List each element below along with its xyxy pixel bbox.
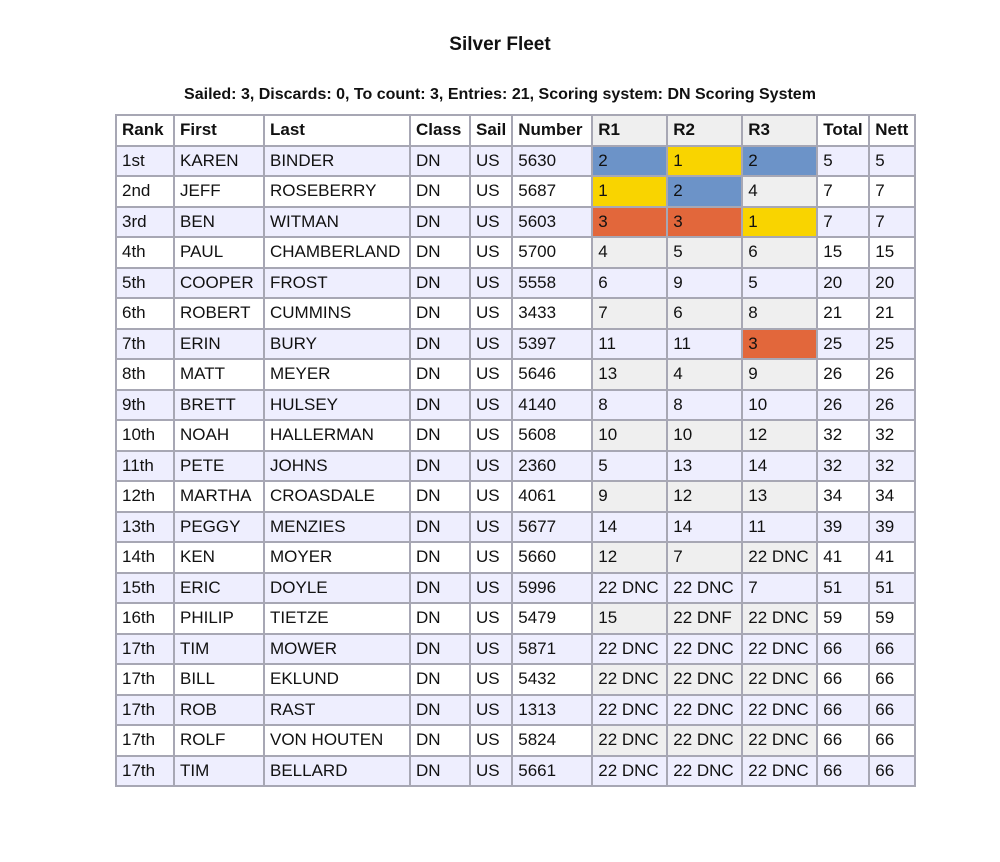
cell-last: BURY: [264, 329, 410, 360]
cell-r1: 14: [592, 512, 667, 543]
cell-class: DN: [410, 756, 470, 787]
cell-r3: 14: [742, 451, 817, 482]
cell-first: ROB: [174, 695, 264, 726]
cell-nett: 32: [869, 420, 915, 451]
cell-sail: US: [470, 237, 512, 268]
cell-class: DN: [410, 176, 470, 207]
cell-class: DN: [410, 664, 470, 695]
cell-r1: 10: [592, 420, 667, 451]
cell-last: HALLERMAN: [264, 420, 410, 451]
cell-r2: 2: [667, 176, 742, 207]
cell-class: DN: [410, 481, 470, 512]
cell-number: 4140: [512, 390, 592, 421]
cell-r2: 22 DNC: [667, 634, 742, 665]
cell-rank: 5th: [116, 268, 174, 299]
cell-first: PEGGY: [174, 512, 264, 543]
cell-r3: 2: [742, 146, 817, 177]
cell-sail: US: [470, 542, 512, 573]
table-row: [116, 756, 915, 787]
cell-nett: 5: [869, 146, 915, 177]
cell-total: 41: [817, 542, 869, 573]
cell-total: 20: [817, 268, 869, 299]
cell-r1: 3: [592, 207, 667, 238]
cell-nett: 66: [869, 695, 915, 726]
cell-r2: 11: [667, 329, 742, 360]
cell-class: DN: [410, 207, 470, 238]
cell-r1: 15: [592, 603, 667, 634]
cell-first: TIM: [174, 634, 264, 665]
table-row: [116, 664, 915, 695]
cell-nett: 41: [869, 542, 915, 573]
cell-r1: 22 DNC: [592, 756, 667, 787]
cell-total: 32: [817, 420, 869, 451]
cell-r3: 13: [742, 481, 817, 512]
cell-r1: 12: [592, 542, 667, 573]
cell-r1: 11: [592, 329, 667, 360]
cell-last: CROASDALE: [264, 481, 410, 512]
cell-r3: 22 DNC: [742, 542, 817, 573]
table-row: [116, 359, 915, 390]
cell-rank: 4th: [116, 237, 174, 268]
cell-rank: 17th: [116, 664, 174, 695]
cell-class: DN: [410, 573, 470, 604]
cell-r2: 22 DNC: [667, 664, 742, 695]
cell-total: 21: [817, 298, 869, 329]
cell-r3: 3: [742, 329, 817, 360]
cell-rank: 3rd: [116, 207, 174, 238]
cell-r2: 5: [667, 237, 742, 268]
header-last: Last: [264, 115, 410, 146]
cell-last: CHAMBERLAND: [264, 237, 410, 268]
cell-r3: 7: [742, 573, 817, 604]
cell-sail: US: [470, 695, 512, 726]
cell-sail: US: [470, 603, 512, 634]
cell-total: 39: [817, 512, 869, 543]
cell-first: KAREN: [174, 146, 264, 177]
cell-rank: 17th: [116, 634, 174, 665]
table-row: [116, 542, 915, 573]
header-r3: R3: [742, 115, 817, 146]
cell-last: RAST: [264, 695, 410, 726]
cell-nett: 26: [869, 390, 915, 421]
cell-nett: 39: [869, 512, 915, 543]
header-r2: R2: [667, 115, 742, 146]
cell-last: BELLARD: [264, 756, 410, 787]
cell-last: DOYLE: [264, 573, 410, 604]
cell-nett: 34: [869, 481, 915, 512]
cell-r3: 8: [742, 298, 817, 329]
cell-number: 5996: [512, 573, 592, 604]
cell-class: DN: [410, 268, 470, 299]
cell-class: DN: [410, 695, 470, 726]
cell-nett: 26: [869, 359, 915, 390]
cell-first: TIM: [174, 756, 264, 787]
cell-sail: US: [470, 756, 512, 787]
cell-last: CUMMINS: [264, 298, 410, 329]
cell-number: 5660: [512, 542, 592, 573]
cell-r2: 13: [667, 451, 742, 482]
cell-rank: 17th: [116, 695, 174, 726]
cell-sail: US: [470, 420, 512, 451]
cell-number: 5700: [512, 237, 592, 268]
cell-r1: 22 DNC: [592, 664, 667, 695]
cell-total: 66: [817, 664, 869, 695]
cell-nett: 59: [869, 603, 915, 634]
cell-total: 15: [817, 237, 869, 268]
cell-total: 7: [817, 207, 869, 238]
cell-nett: 7: [869, 207, 915, 238]
cell-rank: 15th: [116, 573, 174, 604]
cell-r1: 1: [592, 176, 667, 207]
cell-first: ERIN: [174, 329, 264, 360]
cell-r3: 22 DNC: [742, 695, 817, 726]
cell-r3: 1: [742, 207, 817, 238]
cell-r1: 7: [592, 298, 667, 329]
cell-r1: 22 DNC: [592, 634, 667, 665]
table-row: [116, 268, 915, 299]
cell-last: HULSEY: [264, 390, 410, 421]
cell-number: 5608: [512, 420, 592, 451]
cell-last: FROST: [264, 268, 410, 299]
table-row: [116, 298, 915, 329]
cell-r3: 9: [742, 359, 817, 390]
cell-number: 5432: [512, 664, 592, 695]
cell-number: 5687: [512, 176, 592, 207]
cell-r2: 14: [667, 512, 742, 543]
cell-number: 5871: [512, 634, 592, 665]
cell-number: 4061: [512, 481, 592, 512]
cell-first: BILL: [174, 664, 264, 695]
cell-r1: 22 DNC: [592, 725, 667, 756]
cell-number: 5479: [512, 603, 592, 634]
cell-first: COOPER: [174, 268, 264, 299]
cell-number: 3433: [512, 298, 592, 329]
cell-r2: 22 DNF: [667, 603, 742, 634]
table-row: [116, 603, 915, 634]
cell-number: 5603: [512, 207, 592, 238]
cell-r3: 22 DNC: [742, 664, 817, 695]
table-row: [116, 695, 915, 726]
cell-sail: US: [470, 451, 512, 482]
cell-nett: 7: [869, 176, 915, 207]
cell-r2: 7: [667, 542, 742, 573]
cell-r2: 3: [667, 207, 742, 238]
cell-total: 26: [817, 359, 869, 390]
table-row: [116, 725, 915, 756]
cell-nett: 20: [869, 268, 915, 299]
cell-number: 5397: [512, 329, 592, 360]
cell-total: 7: [817, 176, 869, 207]
cell-class: DN: [410, 512, 470, 543]
table-row: [116, 207, 915, 238]
cell-sail: US: [470, 268, 512, 299]
cell-first: ROLF: [174, 725, 264, 756]
cell-class: DN: [410, 359, 470, 390]
cell-number: 2360: [512, 451, 592, 482]
cell-last: EKLUND: [264, 664, 410, 695]
cell-rank: 12th: [116, 481, 174, 512]
cell-first: ERIC: [174, 573, 264, 604]
cell-total: 34: [817, 481, 869, 512]
cell-total: 51: [817, 573, 869, 604]
cell-sail: US: [470, 176, 512, 207]
cell-first: KEN: [174, 542, 264, 573]
cell-nett: 15: [869, 237, 915, 268]
cell-class: DN: [410, 237, 470, 268]
cell-class: DN: [410, 390, 470, 421]
cell-sail: US: [470, 664, 512, 695]
cell-first: PHILIP: [174, 603, 264, 634]
cell-rank: 9th: [116, 390, 174, 421]
cell-r2: 22 DNC: [667, 756, 742, 787]
cell-rank: 17th: [116, 756, 174, 787]
cell-rank: 14th: [116, 542, 174, 573]
header-sail: Sail: [470, 115, 512, 146]
cell-rank: 13th: [116, 512, 174, 543]
cell-total: 59: [817, 603, 869, 634]
cell-r3: 4: [742, 176, 817, 207]
cell-number: 5646: [512, 359, 592, 390]
cell-nett: 66: [869, 664, 915, 695]
cell-total: 66: [817, 634, 869, 665]
cell-last: WITMAN: [264, 207, 410, 238]
cell-r3: 22 DNC: [742, 725, 817, 756]
cell-r2: 1: [667, 146, 742, 177]
cell-sail: US: [470, 481, 512, 512]
table-row: [116, 420, 915, 451]
cell-number: 5630: [512, 146, 592, 177]
table-row: [116, 451, 915, 482]
cell-total: 66: [817, 725, 869, 756]
table-row: [116, 176, 915, 207]
cell-r1: 22 DNC: [592, 695, 667, 726]
cell-r1: 22 DNC: [592, 573, 667, 604]
cell-nett: 32: [869, 451, 915, 482]
cell-sail: US: [470, 329, 512, 360]
cell-sail: US: [470, 512, 512, 543]
cell-last: BINDER: [264, 146, 410, 177]
cell-number: 5824: [512, 725, 592, 756]
cell-last: TIETZE: [264, 603, 410, 634]
cell-class: DN: [410, 725, 470, 756]
cell-sail: US: [470, 634, 512, 665]
cell-r1: 5: [592, 451, 667, 482]
header-number: Number: [512, 115, 592, 146]
cell-nett: 66: [869, 634, 915, 665]
header-rank: Rank: [116, 115, 174, 146]
cell-r2: 22 DNC: [667, 695, 742, 726]
cell-class: DN: [410, 451, 470, 482]
table-row: [116, 237, 915, 268]
cell-number: 5558: [512, 268, 592, 299]
table-row: [116, 481, 915, 512]
cell-r1: 4: [592, 237, 667, 268]
cell-sail: US: [470, 573, 512, 604]
header-class: Class: [410, 115, 470, 146]
cell-r3: 22 DNC: [742, 603, 817, 634]
cell-r2: 6: [667, 298, 742, 329]
cell-rank: 8th: [116, 359, 174, 390]
cell-class: DN: [410, 146, 470, 177]
header-r1: R1: [592, 115, 667, 146]
cell-sail: US: [470, 390, 512, 421]
cell-r1: 13: [592, 359, 667, 390]
cell-nett: 66: [869, 756, 915, 787]
table-row: [116, 634, 915, 665]
cell-rank: 1st: [116, 146, 174, 177]
cell-total: 26: [817, 390, 869, 421]
cell-r1: 9: [592, 481, 667, 512]
cell-first: NOAH: [174, 420, 264, 451]
cell-class: DN: [410, 634, 470, 665]
cell-nett: 51: [869, 573, 915, 604]
series-summary: Sailed: 3, Discards: 0, To count: 3, Entries: 21, Scoring system: DN Scoring System: [184, 86, 816, 103]
table-row: [116, 329, 915, 360]
cell-first: BEN: [174, 207, 264, 238]
cell-sail: US: [470, 146, 512, 177]
cell-r2: 8: [667, 390, 742, 421]
cell-last: MOWER: [264, 634, 410, 665]
cell-nett: 25: [869, 329, 915, 360]
header-total: Total: [817, 115, 869, 146]
cell-sail: US: [470, 298, 512, 329]
cell-nett: 66: [869, 725, 915, 756]
cell-total: 66: [817, 756, 869, 787]
cell-rank: 6th: [116, 298, 174, 329]
page-title: Silver Fleet: [449, 34, 551, 55]
cell-r1: 2: [592, 146, 667, 177]
cell-total: 25: [817, 329, 869, 360]
cell-r2: 12: [667, 481, 742, 512]
cell-first: BRETT: [174, 390, 264, 421]
cell-r2: 22 DNC: [667, 573, 742, 604]
cell-last: MEYER: [264, 359, 410, 390]
header-first: First: [174, 115, 264, 146]
cell-sail: US: [470, 207, 512, 238]
cell-r3: 12: [742, 420, 817, 451]
cell-first: JEFF: [174, 176, 264, 207]
header-nett: Nett: [869, 115, 915, 146]
cell-total: 5: [817, 146, 869, 177]
cell-last: JOHNS: [264, 451, 410, 482]
cell-r3: 5: [742, 268, 817, 299]
cell-rank: 16th: [116, 603, 174, 634]
cell-last: ROSEBERRY: [264, 176, 410, 207]
cell-rank: 2nd: [116, 176, 174, 207]
cell-sail: US: [470, 359, 512, 390]
table-row: [116, 573, 915, 604]
results-table: [115, 114, 916, 787]
cell-r3: 10: [742, 390, 817, 421]
cell-first: MARTHA: [174, 481, 264, 512]
cell-last: MOYER: [264, 542, 410, 573]
cell-r2: 9: [667, 268, 742, 299]
cell-r3: 11: [742, 512, 817, 543]
cell-total: 32: [817, 451, 869, 482]
cell-r1: 6: [592, 268, 667, 299]
cell-total: 66: [817, 695, 869, 726]
cell-last: MENZIES: [264, 512, 410, 543]
cell-class: DN: [410, 420, 470, 451]
cell-r2: 22 DNC: [667, 725, 742, 756]
header-row: [116, 115, 915, 146]
table-row: [116, 390, 915, 421]
cell-rank: 17th: [116, 725, 174, 756]
cell-number: 1313: [512, 695, 592, 726]
cell-rank: 10th: [116, 420, 174, 451]
cell-class: DN: [410, 542, 470, 573]
table-row: [116, 512, 915, 543]
cell-class: DN: [410, 298, 470, 329]
cell-r2: 4: [667, 359, 742, 390]
cell-sail: US: [470, 725, 512, 756]
cell-number: 5661: [512, 756, 592, 787]
cell-rank: 7th: [116, 329, 174, 360]
cell-r2: 10: [667, 420, 742, 451]
cell-rank: 11th: [116, 451, 174, 482]
cell-first: PAUL: [174, 237, 264, 268]
cell-class: DN: [410, 603, 470, 634]
cell-r1: 8: [592, 390, 667, 421]
cell-first: PETE: [174, 451, 264, 482]
cell-first: MATT: [174, 359, 264, 390]
cell-class: DN: [410, 329, 470, 360]
cell-last: VON HOUTEN: [264, 725, 410, 756]
cell-r3: 22 DNC: [742, 756, 817, 787]
cell-number: 5677: [512, 512, 592, 543]
cell-nett: 21: [869, 298, 915, 329]
table-row: [116, 146, 915, 177]
cell-r3: 22 DNC: [742, 634, 817, 665]
cell-r3: 6: [742, 237, 817, 268]
cell-first: ROBERT: [174, 298, 264, 329]
